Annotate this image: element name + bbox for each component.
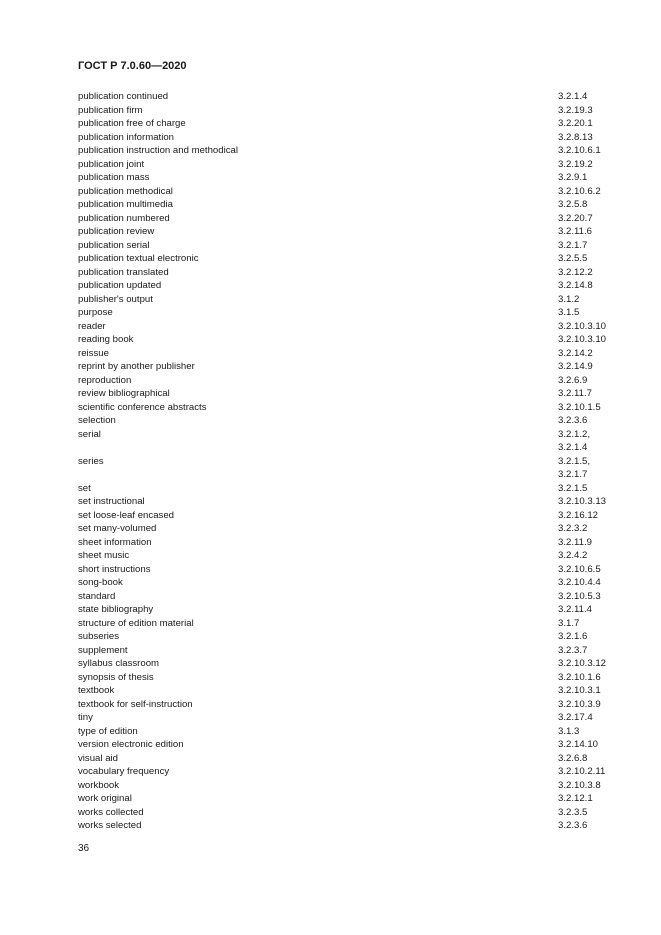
index-term: song-book — [78, 577, 123, 588]
section-ref: 3.1.5 — [558, 307, 580, 318]
index-term: reissue — [78, 347, 109, 359]
index-entry — [78, 495, 607, 509]
index-refs — [558, 239, 598, 253]
index-refs — [558, 738, 598, 752]
section-ref: 3.2.11.4 — [558, 604, 592, 615]
index-term: publication review — [78, 226, 155, 237]
section-ref: 3.2.10.4.4 — [558, 577, 601, 588]
index-refs — [558, 630, 598, 644]
index-refs — [558, 657, 606, 671]
section-ref: 3.2.1.7 — [558, 239, 588, 251]
index-entry — [78, 414, 598, 428]
index-term: publication information — [78, 131, 174, 143]
index-refs — [558, 360, 598, 374]
section-ref: 3.2.6.8 — [558, 752, 588, 764]
section-ref: 3.2.10.3.12 — [558, 658, 607, 669]
term-index-list — [78, 90, 607, 833]
index-term: publication free of charge — [78, 118, 186, 129]
index-refs — [558, 414, 598, 428]
index-term: publisher's output — [78, 293, 153, 305]
index-refs — [558, 428, 598, 455]
section-ref: 3.1.7 — [558, 617, 580, 629]
index-refs — [558, 590, 601, 604]
index-refs — [558, 266, 598, 280]
index-entry — [78, 171, 598, 185]
index-refs — [558, 603, 598, 617]
section-ref: 3.2.3.7 — [558, 644, 588, 656]
page-number: 36 — [78, 843, 90, 854]
index-refs — [558, 806, 598, 820]
index-entry — [78, 279, 598, 293]
index-term: publication mass — [78, 172, 150, 183]
section-ref: 3.2.14.10 — [558, 739, 599, 750]
index-term: set loose-leaf encased — [78, 509, 174, 521]
index-refs — [558, 536, 598, 550]
section-ref: 3.2.10.3.1 — [558, 685, 601, 696]
section-ref: 3.2.10.2.11 — [558, 766, 606, 777]
index-entry — [78, 806, 598, 820]
index-entry — [78, 266, 598, 280]
index-term: sheet information — [78, 536, 152, 548]
index-term: set instructional — [78, 496, 145, 507]
index-term: selection — [78, 415, 116, 426]
index-entry — [78, 117, 598, 131]
section-ref: 3.2.10.3.10 — [558, 320, 607, 332]
section-ref: 3.2.14.9 — [558, 361, 593, 372]
index-entry — [78, 765, 606, 779]
index-refs — [558, 509, 598, 523]
index-entry — [78, 158, 598, 172]
index-entry — [78, 536, 598, 550]
index-term: syllabus classroom — [78, 658, 160, 669]
index-entry — [78, 212, 598, 226]
index-refs — [558, 482, 598, 496]
index-term: state bibliography — [78, 604, 154, 615]
index-entry — [78, 428, 598, 455]
index-refs — [558, 117, 598, 131]
section-ref: 3.2.10.3.10 — [558, 334, 607, 345]
index-refs — [558, 347, 598, 361]
index-entry — [78, 144, 601, 158]
section-ref: 3.2.1.6 — [558, 631, 588, 642]
section-ref: 3.2.1.7 — [558, 469, 588, 480]
section-ref: 3.2.16.12 — [558, 509, 599, 521]
section-ref: 3.2.10.1.5 — [558, 401, 601, 413]
section-ref: 3.2.14.8 — [558, 280, 593, 291]
section-ref: 3.2.19.2 — [558, 158, 593, 170]
section-ref: 3.2.3.6 — [558, 820, 588, 831]
index-term: publication numbered — [78, 212, 170, 224]
section-ref: 3.2.10.3.8 — [558, 779, 601, 791]
index-term: synopsis of thesis — [78, 671, 154, 683]
index-entry — [78, 617, 598, 631]
index-refs — [558, 495, 606, 509]
section-ref: 3.2.6.9 — [558, 374, 588, 386]
index-term: purpose — [78, 307, 113, 318]
index-entry — [78, 725, 598, 739]
index-entry — [78, 752, 598, 766]
index-entry — [78, 711, 598, 725]
index-entry — [78, 347, 598, 361]
index-refs — [558, 698, 601, 712]
index-term: subseries — [78, 631, 120, 642]
index-entry — [78, 185, 601, 199]
index-refs — [558, 792, 598, 806]
section-ref: 3.2.17.4 — [558, 712, 593, 723]
index-refs — [558, 401, 601, 415]
index-refs — [558, 90, 598, 104]
index-term: set — [78, 482, 91, 494]
index-term: publication firm — [78, 104, 143, 116]
index-term: works selected — [78, 820, 142, 831]
index-refs — [558, 104, 598, 118]
index-entry — [78, 644, 598, 658]
index-entry — [78, 657, 607, 671]
index-term: tiny — [78, 712, 93, 723]
index-refs — [558, 576, 601, 590]
index-entry — [78, 779, 601, 793]
index-refs — [558, 144, 601, 158]
index-entry — [78, 522, 598, 536]
index-entry — [78, 104, 598, 118]
section-ref: 3.2.3.6 — [558, 415, 588, 426]
index-term: vocabulary frequency — [78, 766, 170, 777]
index-refs — [558, 725, 598, 739]
index-entry — [78, 792, 598, 806]
index-term: review bibliographical — [78, 388, 170, 399]
section-ref: 3.2.1.2, — [558, 428, 591, 440]
index-entry — [78, 225, 598, 239]
index-entry — [78, 252, 598, 266]
index-refs — [558, 819, 598, 833]
section-ref: 3.2.1.4 — [558, 91, 588, 102]
section-ref: 3.2.9.1 — [558, 172, 588, 183]
section-ref: 3.2.10.1.6 — [558, 671, 601, 683]
index-term: version electronic edition — [78, 739, 184, 750]
index-term: reading book — [78, 334, 134, 345]
index-term: publication updated — [78, 280, 162, 291]
index-entry — [78, 131, 598, 145]
index-refs — [558, 671, 601, 685]
section-ref: 3.2.20.7 — [558, 212, 593, 224]
index-refs — [558, 711, 598, 725]
index-entry — [78, 306, 598, 320]
index-refs — [558, 387, 598, 401]
index-entry — [78, 482, 598, 496]
index-refs — [558, 320, 606, 334]
index-refs — [558, 644, 598, 658]
index-term: set many-volumed — [78, 523, 157, 534]
index-refs — [558, 333, 606, 347]
section-ref: 3.2.10.6.1 — [558, 145, 601, 156]
index-entry — [78, 360, 598, 374]
index-entry — [78, 239, 598, 253]
section-ref: 3.2.1.5 — [558, 482, 588, 494]
index-entry — [78, 198, 598, 212]
section-ref: 3.2.4.2 — [558, 550, 588, 561]
index-entry — [78, 563, 601, 577]
index-entry — [78, 320, 607, 334]
index-term: visual aid — [78, 752, 118, 764]
index-entry — [78, 293, 598, 307]
index-refs — [558, 279, 598, 293]
section-ref: 3.2.19.3 — [558, 104, 593, 116]
index-entry — [78, 509, 598, 523]
index-term: type of edition — [78, 725, 138, 737]
index-term: textbook — [78, 685, 115, 696]
section-ref: 3.2.10.6.2 — [558, 185, 601, 197]
index-term: sheet music — [78, 550, 130, 561]
index-term: publication joint — [78, 158, 145, 170]
index-term: scientific conference abstracts — [78, 401, 207, 413]
index-refs — [558, 374, 598, 388]
index-term: short instructions — [78, 563, 151, 575]
index-refs — [558, 158, 598, 172]
index-refs — [558, 779, 601, 793]
index-entry — [78, 90, 598, 104]
index-entry — [78, 401, 601, 415]
section-ref: 3.2.8.13 — [558, 131, 593, 143]
index-refs — [558, 752, 598, 766]
section-ref: 3.2.1.4 — [558, 442, 588, 453]
section-ref: 3.2.14.2 — [558, 347, 593, 359]
index-refs — [558, 252, 598, 266]
section-ref: 3.1.2 — [558, 293, 580, 305]
index-refs — [558, 225, 598, 239]
index-term: works collected — [78, 806, 144, 818]
section-ref: 3.2.12.2 — [558, 266, 593, 278]
section-ref: 3.2.5.5 — [558, 253, 588, 264]
index-term: publication serial — [78, 239, 150, 251]
index-entry — [78, 671, 601, 685]
section-ref: 3.2.11.6 — [558, 226, 592, 237]
index-term: work original — [78, 793, 132, 804]
section-ref: 3.2.20.1 — [558, 118, 593, 129]
index-entry — [78, 603, 598, 617]
index-refs — [558, 765, 605, 779]
index-entry — [78, 576, 601, 590]
index-term: reader — [78, 320, 106, 332]
index-entry — [78, 549, 598, 563]
index-entry — [78, 590, 601, 604]
index-entry — [78, 455, 598, 482]
section-ref: 3.2.10.5.3 — [558, 590, 601, 602]
index-refs — [558, 522, 598, 536]
section-ref: 3.2.10.3.9 — [558, 698, 601, 710]
index-term: supplement — [78, 644, 128, 656]
index-entry — [78, 333, 607, 347]
index-term: structure of edition material — [78, 617, 194, 629]
section-ref: 3.1.3 — [558, 725, 580, 737]
index-refs — [558, 563, 601, 577]
index-refs — [558, 455, 598, 482]
index-term: textbook for self-instruction — [78, 698, 193, 710]
index-term: workbook — [78, 779, 120, 791]
index-term: publication continued — [78, 91, 169, 102]
section-ref: 3.2.3.2 — [558, 523, 588, 534]
index-entry — [78, 698, 601, 712]
section-ref: 3.2.1.5, — [558, 455, 591, 467]
section-ref: 3.2.10.6.5 — [558, 563, 601, 575]
index-entry — [78, 738, 598, 752]
index-entry — [78, 374, 598, 388]
index-refs — [558, 185, 601, 199]
index-refs — [558, 306, 598, 320]
index-term: publication multimedia — [78, 199, 173, 210]
index-refs — [558, 131, 598, 145]
index-term: serial — [78, 428, 101, 440]
index-term: publication methodical — [78, 185, 173, 197]
document-header: ГОСТ Р 7.0.60—2020 — [78, 60, 187, 72]
section-ref: 3.2.10.3.13 — [558, 496, 607, 507]
index-entry — [78, 819, 598, 833]
index-term: reprint by another publisher — [78, 361, 195, 372]
index-term: publication instruction and methodical — [78, 145, 238, 156]
section-ref: 3.2.11.9 — [558, 536, 592, 548]
index-refs — [558, 198, 598, 212]
index-refs — [558, 617, 598, 631]
index-refs — [558, 684, 601, 698]
index-term: publication translated — [78, 266, 169, 278]
index-term: standard — [78, 590, 116, 602]
index-term: publication textual electronic — [78, 253, 199, 264]
index-refs — [558, 549, 598, 563]
section-ref: 3.2.11.7 — [558, 388, 592, 399]
index-term: reproduction — [78, 374, 132, 386]
index-entry — [78, 684, 601, 698]
section-ref: 3.2.5.8 — [558, 199, 588, 210]
section-ref: 3.2.12.1 — [558, 793, 593, 804]
index-refs — [558, 171, 598, 185]
index-entry — [78, 387, 598, 401]
index-entry — [78, 630, 598, 644]
index-refs — [558, 212, 598, 226]
index-refs — [558, 293, 598, 307]
index-term: series — [78, 455, 104, 467]
section-ref: 3.2.3.5 — [558, 806, 588, 818]
